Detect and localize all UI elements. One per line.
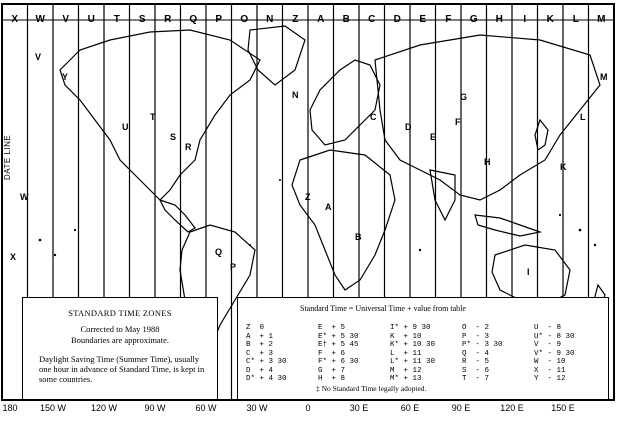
table-cell: D* + 4 30 [246, 375, 287, 383]
longitude-label: 60 W [195, 403, 217, 413]
table-cell: V* - 9 30 [534, 349, 575, 358]
zone-letter: Z [292, 14, 299, 25]
zone-letter: P [215, 14, 223, 25]
europe-outline [310, 60, 380, 145]
longitude-label: 150 W [39, 403, 66, 413]
table-cell: K + 10 [390, 332, 422, 341]
longitude-label: 0 [305, 403, 311, 413]
zone-letter: X [11, 14, 19, 25]
table-cell: A + 1 [246, 332, 274, 341]
zone-letter: A [317, 14, 325, 25]
map-label: K [560, 162, 567, 172]
table-cell: K* + 10 30 [390, 341, 436, 349]
zone-letter: F [445, 14, 452, 25]
map-label: V [35, 52, 42, 62]
offset-table [237, 297, 609, 400]
legend-dst-note: Daylight Saving Time (Summer Time), usually one hour in advance of Standard Time, is kept in some countries. [39, 354, 205, 384]
zone-letter: E [419, 14, 427, 25]
table-column [534, 324, 575, 384]
table-cell: S - 6 [462, 366, 490, 375]
map-label: A [325, 202, 332, 212]
table-footnote: ‡ No Standard Time legally adopted. [316, 384, 427, 393]
zone-letter: T [113, 14, 120, 25]
map-label: Z [305, 192, 311, 202]
longitude-label: 90 W [144, 403, 166, 413]
zone-letter: Q [189, 14, 198, 25]
map-zone-labels [10, 52, 608, 277]
longitude-label: 180 [2, 403, 18, 413]
longitude-label: 60 E [400, 403, 420, 413]
table-cell: L* + 11 30 [390, 358, 436, 366]
map-label: M [600, 72, 608, 82]
table-column [246, 324, 287, 384]
legend-approx: Boundaries are approximate. [71, 335, 169, 345]
table-cell: C + 3 [246, 349, 274, 358]
map-label: X [10, 252, 17, 262]
table-cell: E + 5 [318, 324, 346, 332]
longitude-label: 120 E [500, 403, 524, 413]
table-header: Standard Time = Universal Time + value from table [300, 304, 466, 313]
table-cell: O - 2 [462, 324, 490, 332]
table-cell: T - 7 [462, 375, 490, 383]
legend-title: STANDARD TIME ZONES [68, 308, 172, 318]
table-cell: F + 6 [318, 349, 346, 358]
zone-letter: V [62, 14, 70, 25]
zone-letter: S [138, 14, 146, 25]
zone-letter: G [469, 14, 478, 25]
zone-letter: B [342, 14, 350, 25]
table-cell: V - 9 [534, 341, 562, 349]
legend-corrected: Corrected to May 1988 [80, 324, 160, 334]
longitude-label: 120 W [90, 403, 117, 413]
zone-letter: O [240, 14, 249, 25]
north-america-outline [60, 30, 260, 200]
map-label: H [484, 157, 491, 167]
central-america-outline [160, 200, 195, 232]
map-label: R [185, 142, 192, 152]
table-column [318, 324, 359, 384]
table-cell: C* + 3 30 [246, 358, 287, 366]
map-label: G [460, 92, 468, 102]
map-label: S [170, 132, 177, 142]
asia-outline [375, 35, 600, 200]
map-label: P [230, 262, 237, 272]
table-cell: E* + 5 30 [318, 332, 359, 341]
table-cell: L + 11 [390, 349, 422, 358]
table-cell: B + 2 [246, 341, 274, 349]
table-cell: P - 3 [462, 332, 490, 341]
zone-letter: M [597, 14, 606, 25]
map-label: F [455, 117, 461, 127]
table-cell: X - 11 [534, 366, 566, 375]
map-label: E [430, 132, 437, 142]
australia-outline [492, 245, 570, 305]
map-label: N [292, 90, 299, 100]
map-label: Q [215, 247, 223, 257]
zone-letter: K [546, 14, 554, 25]
zone-letter: L [572, 14, 579, 25]
longitude-label: 30 E [349, 403, 369, 413]
longitude-label: 150 E [551, 403, 575, 413]
table-cell: D + 4 [246, 366, 274, 375]
legend-box [22, 297, 218, 400]
longitude-label: 90 E [451, 403, 471, 413]
date-line-label: DATE LINE [3, 134, 12, 180]
zone-letter: W [35, 14, 45, 25]
map-label: W [20, 192, 29, 202]
table-cell: W - 10 [534, 358, 566, 366]
table-column [390, 324, 435, 384]
map-label: B [355, 232, 362, 242]
map-label: D [405, 122, 412, 132]
table-cell: G + 7 [318, 366, 346, 375]
map-label: I [527, 267, 530, 277]
map-label: U [122, 122, 129, 132]
zone-letter: D [393, 14, 401, 25]
table-cell: Q - 4 [462, 349, 490, 358]
zone-letter: I [523, 14, 527, 25]
map-label: C [370, 112, 377, 122]
zone-letter: R [164, 14, 172, 25]
longitude-label: 30 W [246, 403, 268, 413]
indonesia-outline [475, 215, 540, 236]
table-cell: I* + 9 30 [390, 324, 431, 332]
map-label: L [580, 112, 586, 122]
table-cell: H + 8 [318, 375, 346, 383]
table-cell: Y - 12 [534, 375, 566, 383]
table-cell: M + 12 [390, 366, 422, 375]
table-cell: U - 8 [534, 324, 562, 332]
table-cell: R - 5 [462, 358, 490, 366]
table-cell: E† + 5 45 [318, 341, 359, 349]
map-label: T [150, 112, 156, 122]
table-cell: U* - 8 30 [534, 332, 575, 341]
table-cell: Z 0 [246, 324, 265, 332]
table-cell: P* - 3 30 [462, 341, 503, 349]
zone-letter: N [266, 14, 274, 25]
zone-letter: C [368, 14, 376, 25]
zone-letter: U [87, 14, 95, 25]
table-cell: M* + 13 [390, 375, 422, 383]
zone-letter: H [495, 14, 503, 25]
map-label: Y [62, 72, 69, 82]
table-column [462, 324, 503, 384]
table-cell: F* + 6 30 [318, 358, 359, 366]
